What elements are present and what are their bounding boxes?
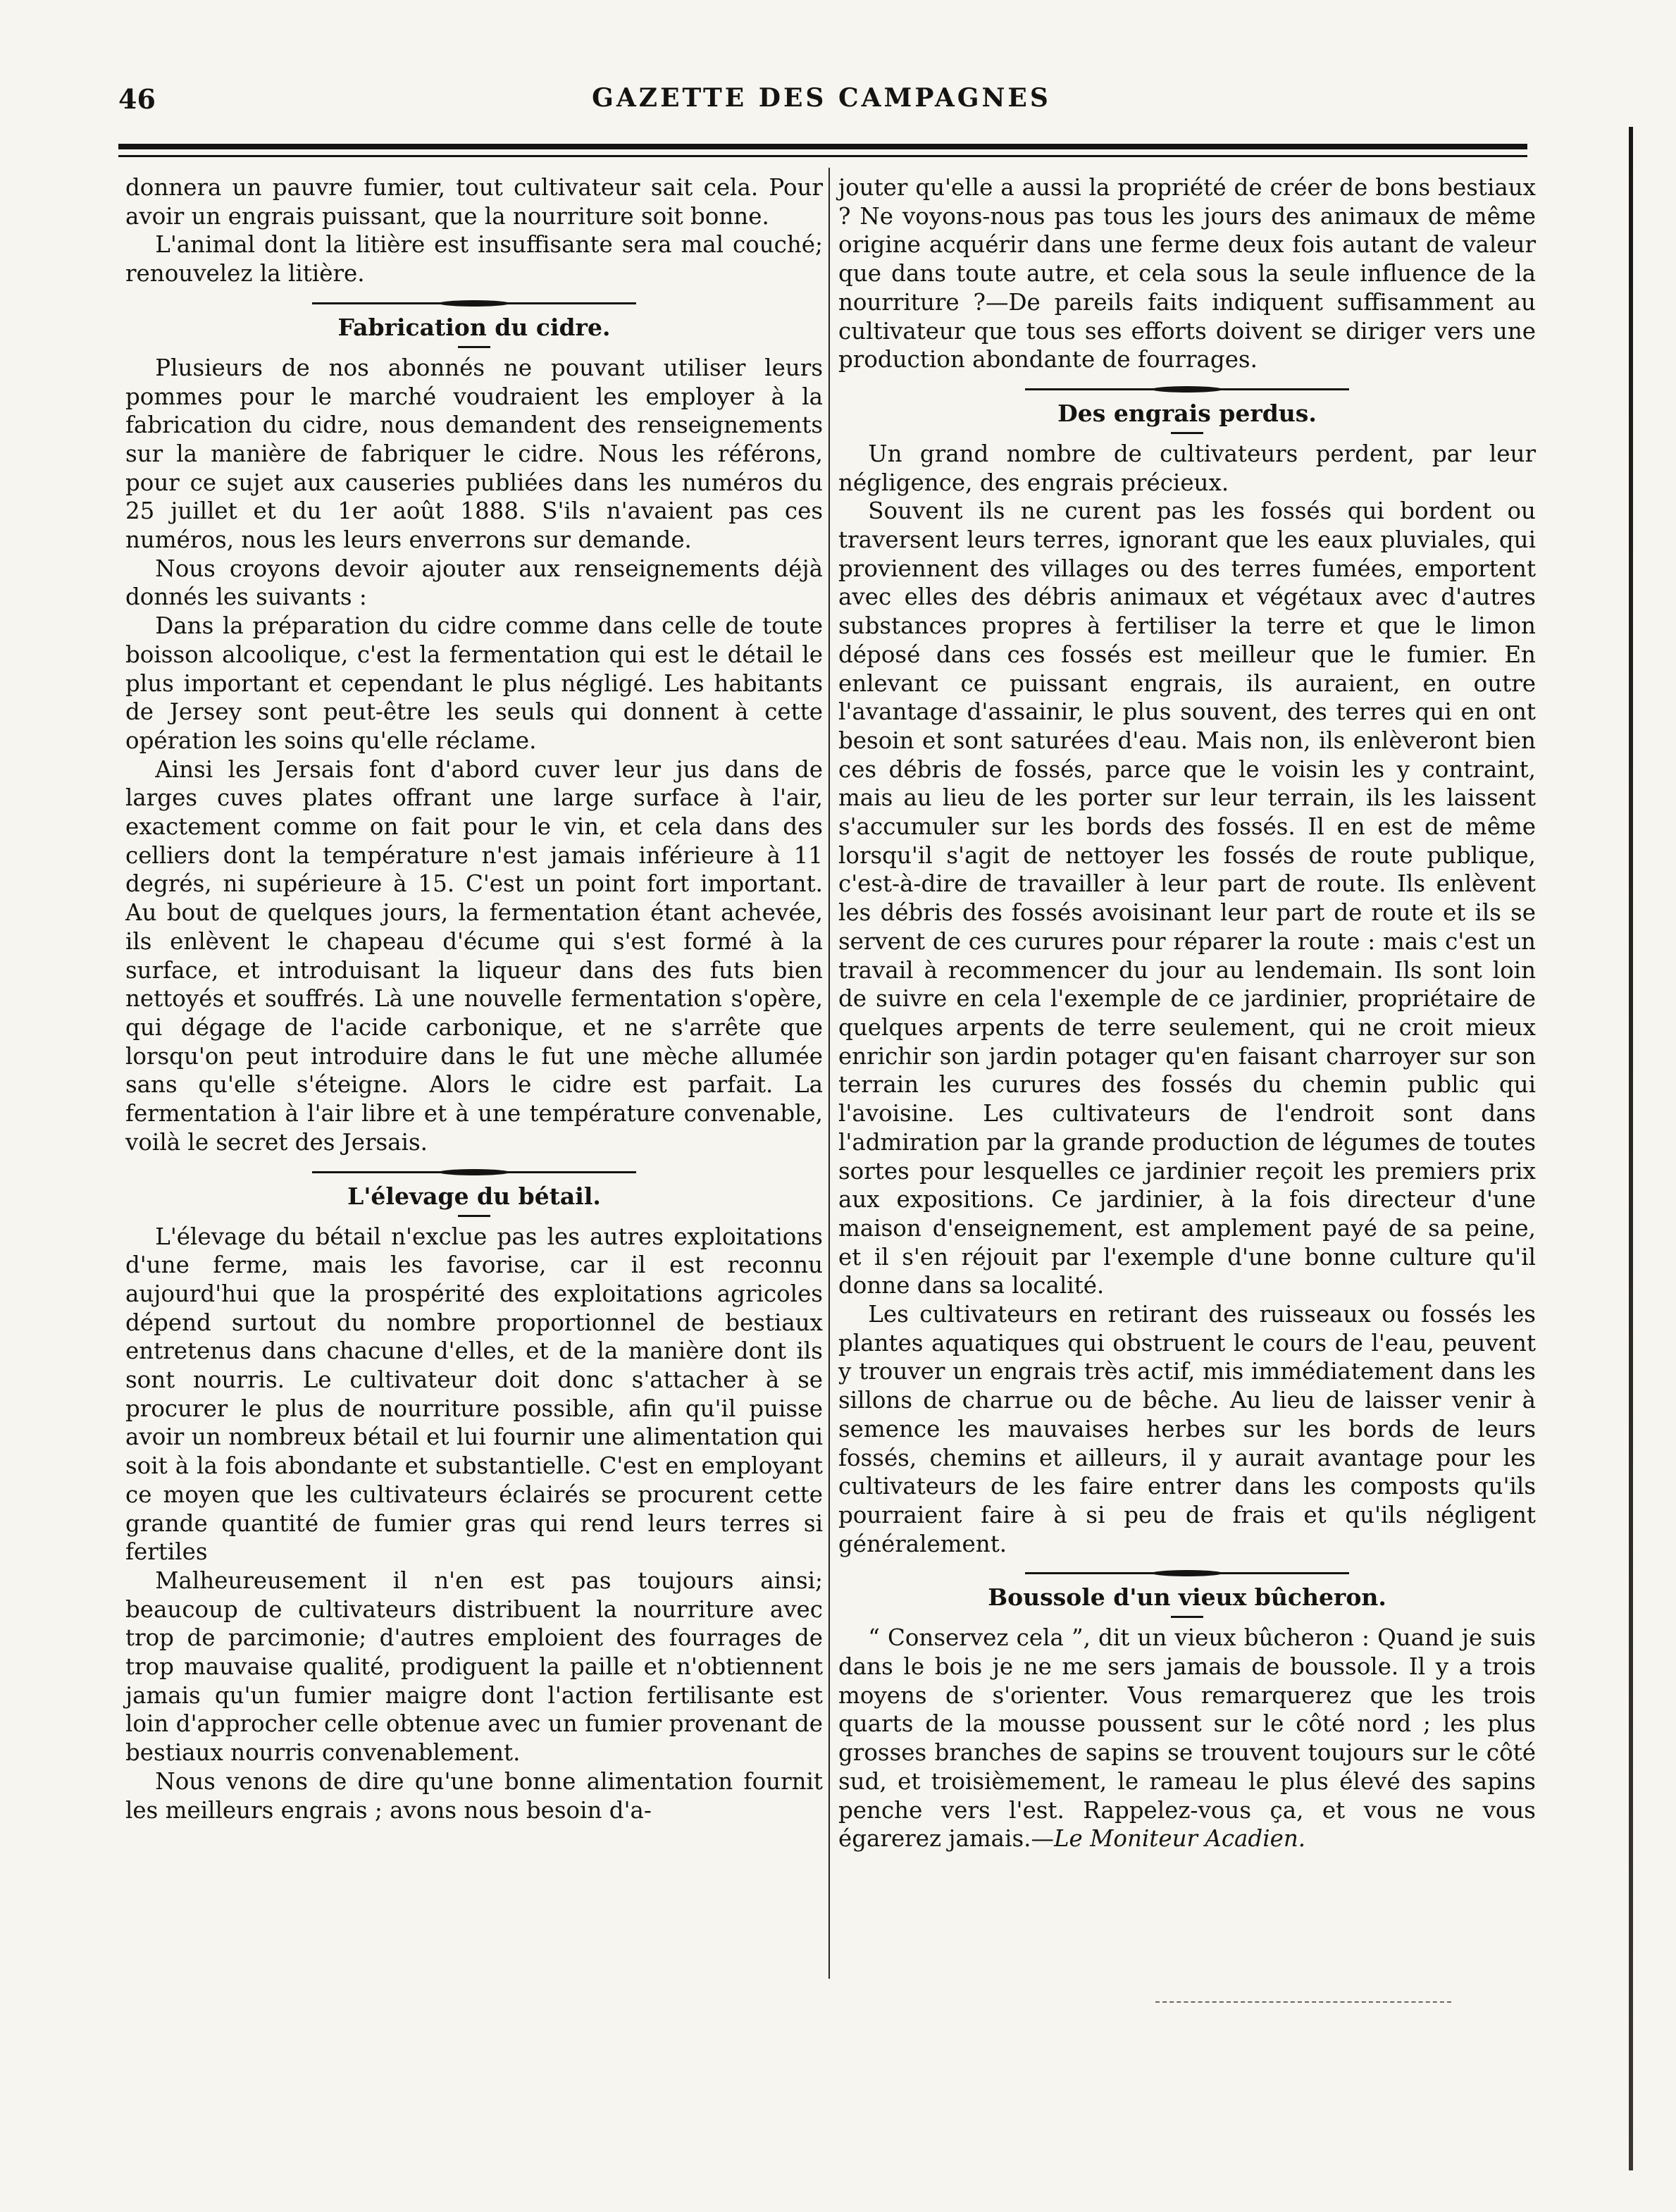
paragraph: Nous venons de dire qu'une bonne alimentation fournit les meilleurs engrais ; avons nous besoin d'a- — [125, 1767, 823, 1824]
page-number: 46 — [118, 83, 156, 115]
paragraph: Les cultivateurs en retirant des ruisseaux ou fossés les plantes aquatiques qui obstruent le cours de l'eau, peuvent y trouver un engrais très actif, mis immédiatement dans les sillons de charrue ou de bêche. Au lieu de laisser venir à semence les mauvaises herbes sur les bords de leurs fossés, chemins et ailleurs, il y aurait avantage pour les cultivateurs de les faire entrer dans les composts qu'ils pourraient faire à si peu de frais et qu'ils négligent généralement. — [838, 1301, 1536, 1557]
section-dash — [458, 1215, 490, 1217]
section-ornament — [1025, 1567, 1349, 1579]
paragraph: Souvent ils ne curent pas les fossés qui bordent ou traversent leurs terres, ignorant que les eaux pluviales, qui proviennent des villages ou des terres fumées, emportent avec elles des débris animaux et végétaux avec d'autres substances propres à fertiliser la terre et que le limon déposé dans ces fossés est meilleur que le fumier. En enlevant ce puissant engrais, ils auraient, en outre l'avantage d'assainir, le plus souvent, des terres qui en ont besoin et sont saturées d'eau. Mais non, ils enlèveront bien ces débris de fossés, parce que le voisin les y contraint, mais au lieu de les porter sur leur terrain, ils les laissent s'accumuler sur les bords des fossés. Il en est de même lorsqu'il s'agit de nettoyer les fossés de route publique, c'est-à-dire de travailler à leur part de route. Ils enlèvent les débris des fossés avoisinant leur part de route et ils se servent de ces curures pour réparer la route : mais c'est un travail à recommencer du jour au lendemain. Ils sont loin de suivre en cela l'exemple de ce jardinier, propriétaire de quelques arpents de terre seulement, qui ne croit mieux enrichir son jardin potager qu'en faisant charroyer sur son terrain les curures des fossés du chemin public qui l'avoisine. Les cultivateurs de l'endroit sont dans l'admiration par la grande production de légumes de toutes sortes pour lesquelles ce jardinier reçoit les premiers prix aux expositions. Ce jardinier, à la fois directeur d'une maison d'enseignement, est amplement payé de sa peine, et il s'en réjouit par l'exemple d'une bonne culture qu'il donne dans sa localité. — [838, 498, 1536, 1299]
section-title-betail: L'élevage du bétail. — [347, 1182, 601, 1210]
section-title-cidre: Fabrication du cidre. — [337, 313, 611, 341]
section-ornament — [1025, 383, 1349, 395]
source-attribution: Le Moniteur Acadien. — [1053, 1825, 1306, 1853]
section-ornament — [312, 1166, 636, 1178]
header-rule-thin — [118, 155, 1527, 157]
section-title-boussole: Boussole d'un vieux bûcheron. — [988, 1583, 1386, 1612]
section-title-engrais: Des engrais perdus. — [1057, 399, 1317, 427]
footer-mark — [1155, 2001, 1451, 2004]
paragraph: Ainsi les Jersais font d'abord cuver leur jus dans de larges cuves plates offrant une large surface à l'air, exactement comme on fait pour le vin, et cela dans des celliers dont la température n'est jamais inférieure à 11 degrés, ni supérieure à 15. C'est un point fort important. Au bout de quelques jours, la fermentation étant achevée, ils enlèvent le chapeau d'écume qui s'est formé à la surface, et introduisant la liqueur dans des futs bien nettoyés et souffrés. Là une nouvelle fermentation s'opère, qui dégage de l'acide carbonique, et ne s'arrête que lorsqu'on peut introduire dans le fut une mèche allumée sans qu'elle s'éteigne. Alors le cidre est parfait. La fermentation à l'air libre et à une température convenable, voilà le secret des Jersais. — [125, 755, 823, 1156]
page-header — [118, 83, 1525, 123]
paragraph: Dans la préparation du cidre comme dans celle de toute boisson alcoolique, c'est la fermentation qui est le détail le plus important et cependant le plus négligé. Les habitants de Jersey sont peut-être les seuls qui donnent à cette opération les soins qu'elle réclame. — [125, 612, 823, 754]
journal-title: GAZETTE DES CAMPAGNES — [592, 83, 1051, 113]
paragraph: Malheureusement il n'en est pas toujours ainsi; beaucoup de cultivateurs distribuent la nourriture avec trop de parcimonie; d'autres emploient des fourrages de trop mauvaise qualité, prodiguent la paille et n'obtiennent jamais qu'un fumier maigre dont l'action fertilisante est loin d'approcher celle obtenue avec un fumier provenant de bestiaux nourris convenablement. — [125, 1567, 823, 1767]
right-column — [838, 173, 1536, 1853]
paragraph: Plusieurs de nos abonnés ne pouvant utiliser leurs pommes pour le marché voudraient les employer à la fabrication du cidre, nous demandent des renseignements sur la manière de fabriquer le cidre. Nous les référons, pour ce sujet aux causeries publiées dans les numéros du 25 juillet et du 1er août 1888. S'ils n'avaient pas ces numéros, nous les leurs enverrons sur demande. — [125, 354, 823, 554]
paragraph: donnera un pauvre fumier, tout cultivateur sait cela. Pour avoir un engrais puissant, que la nourriture soit bonne. — [125, 174, 823, 230]
header-rule-thick — [118, 144, 1527, 149]
column-divider — [828, 168, 830, 1979]
paragraph: L'animal dont la litière est insuffisante sera mal couché; renouvelez la litière. — [125, 231, 823, 288]
paragraph: jouter qu'elle a aussi la propriété de créer de bons bestiaux ? Ne voyons-nous pas tous les jours des animaux de même origine acquérir dans une ferme deux fois autant de valeur que dans toute autre, et cela sous la seule influence de la nourriture ?—De pareils faits indiquent suffisamment au cultivateur que tous ses efforts doivent se diriger vers une production abondante de fourrages. — [838, 174, 1536, 373]
paragraph: Nous croyons devoir ajouter aux renseignements déjà donnés les suivants : — [125, 555, 823, 611]
boussole-text: “ Conservez cela ”, dit un vieux bûcheron : Quand je suis dans le bois je ne me sers jamais de boussole. Il y a trois moyens de s'orienter. Vous remarquerez que les trois quarts de la mousse poussent sur le côté nord ; les plus grosses branches de sapins se trouvent toujours sur le côté sud, et troisièmement, le rameau le plus élevé des sapins penche vers l'est. Rappelez-vous ça, et vous ne vous égarerez jamais.— — [838, 1624, 1536, 1853]
paragraph: Un grand nombre de cultivateurs perdent, par leur négligence, des engrais précieux. — [838, 440, 1536, 496]
section-dash — [1171, 1616, 1203, 1618]
left-column — [125, 173, 823, 1824]
page-edge — [1629, 127, 1633, 2170]
paragraph — [838, 1624, 1536, 1853]
section-dash — [1171, 432, 1203, 434]
section-dash — [458, 346, 490, 348]
section-ornament — [312, 297, 636, 309]
paragraph: L'élevage du bétail n'exclue pas les autres exploitations d'une ferme, mais les favorise, car il est reconnu aujourd'hui que la prospérité des exploitations agricoles dépend surtout du nombre proportionnel de bestiaux entretenus dans chacune d'elles, et de la manière dont ils sont nourris. Le cultivateur doit donc s'attacher à se procurer le plus de nourriture possible, afin qu'il puisse avoir un nombreux bétail et lui fournir une alimentation qui soit à la fois abondante et substantielle. C'est en employant ce moyen que les cultivateurs éclairés se procurent cette grande quantité de fumier gras qui rend leurs terres si fertiles — [125, 1223, 823, 1566]
